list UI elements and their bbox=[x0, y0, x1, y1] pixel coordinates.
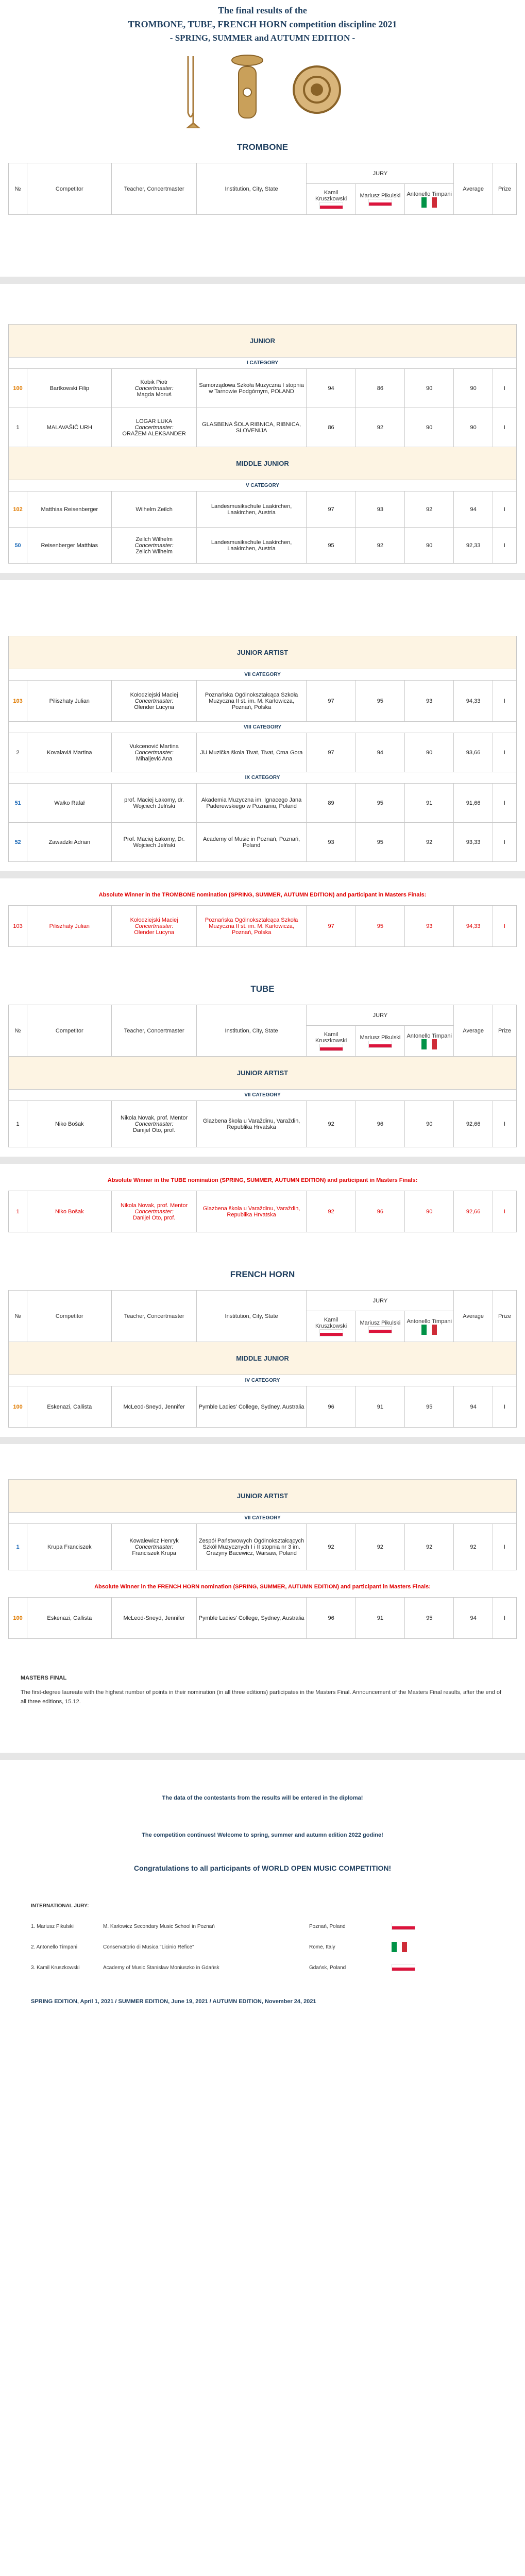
poland-flag-icon bbox=[392, 1923, 415, 1930]
jury-row: 2. Antonello Timpani Conservatorio di Musica "Licinio Refice" Rome, Italy bbox=[31, 1937, 494, 1957]
title-line-2: TROMBONE, TUBE, FRENCH HORN competition discipline 2021 bbox=[128, 19, 397, 29]
subcategory: IX CATEGORY bbox=[9, 772, 517, 784]
separator bbox=[0, 573, 525, 580]
poland-flag-icon bbox=[319, 1329, 343, 1336]
trombone-absolute-table bbox=[8, 905, 517, 947]
table-row: 50 Reisenberger Matthias Zeilch Wilhelm Concertmaster: Zeilch Wilhelm Landesmusikschule Laakirchen, Laakirchen, Austria 95 92 90 92,33 I bbox=[9, 528, 517, 564]
separator bbox=[0, 1437, 525, 1444]
italy-flag-icon bbox=[421, 1325, 437, 1335]
table-row: 100 Eskenazi, Callista McLeod-Sneyd, Jennifer Pymble Ladies' College, Sydney, Australia 96 91 95 94 I bbox=[9, 1386, 517, 1428]
category-band: JUNIOR ARTIST bbox=[9, 636, 517, 669]
col-prize: Prize bbox=[493, 163, 516, 215]
category-band: MIDDLE JUNIOR bbox=[9, 1342, 517, 1375]
table-row: 100 Eskenazi, Callista McLeod-Sneyd, Jennifer Pymble Ladies' College, Sydney, Australia 96 91 95 94 I bbox=[9, 1598, 517, 1639]
continue-note: The competition continues! Welcome to spring, summer and autumn edition 2022 godine! bbox=[142, 1832, 383, 1839]
title-line-1: The final results of the bbox=[218, 5, 307, 15]
separator bbox=[0, 1157, 525, 1164]
absolute-winner-note: Absolute Winner in the TUBE nomination (SPRING, SUMMER, AUTUMN EDITION) and participant in Masters Finals: bbox=[107, 1177, 418, 1183]
col-nr: № bbox=[9, 163, 27, 215]
poland-flag-icon bbox=[368, 1326, 392, 1333]
subcategory: VII CATEGORY bbox=[9, 1513, 517, 1524]
header bbox=[0, 0, 525, 43]
french-horn-icon bbox=[286, 51, 348, 128]
category-band: MIDDLE JUNIOR bbox=[9, 447, 517, 480]
subcategory: VII CATEGORY bbox=[9, 1090, 517, 1101]
col-teacher: Teacher, Concertmaster bbox=[112, 163, 196, 215]
jury-row: 1. Mariusz Pikulski M. Karłowicz Secondary Music School in Poznań Poznań, Poland bbox=[31, 1916, 494, 1937]
separator bbox=[0, 277, 525, 284]
table-row: 102 Matthias Reisenberger Wilhelm Zeilch Landesmusikschule Laakirchen, Laakirchen, Austria 97 93 92 94 I bbox=[9, 492, 517, 528]
italy-flag-icon bbox=[392, 1942, 407, 1952]
poland-flag-icon bbox=[392, 1964, 415, 1971]
poland-flag-icon bbox=[368, 1041, 392, 1048]
footer-dates: SPRING EDITION, April 1, 2021 / SUMMER EDITION, June 19, 2021 / AUTUMN EDITION, November 24, 2021 bbox=[31, 1998, 316, 2005]
subcategory: I CATEGORY bbox=[9, 358, 517, 369]
italy-flag-icon bbox=[421, 1039, 437, 1049]
subcategory: VII CATEGORY bbox=[9, 669, 517, 681]
col-institution: Institution, City, State bbox=[196, 163, 307, 215]
absolute-winner-note: Absolute Winner in the FRENCH HORN nomination (SPRING, SUMMER, AUTUMN EDITION) and participant in Masters Finals: bbox=[94, 1584, 431, 1590]
jury-3: Antonello Timpani bbox=[405, 184, 454, 215]
table-row: 103 Piliszhaty Julian Kołodziejski Maciej Concertmaster: Olender Lucyna Poznańska Ogólnokształcąca Szkoła Muzyczna II st. im. M. Karłowicza, Poznań, Polska 97 95 93 94,33 I bbox=[9, 906, 517, 947]
separator bbox=[0, 1753, 525, 1760]
poland-flag-icon bbox=[319, 202, 343, 209]
poland-flag-icon bbox=[368, 199, 392, 206]
horn-section-title: FRENCH HORN bbox=[230, 1269, 295, 1279]
table-row: 103 Piliszhaty Julian Kołodziejski Maciej Concertmaster: Olender Lucyna Poznańska Ogólnokształcąca Szkoła Muzyczna II st. im. M. Karłowicza, Poznań, Polska 97 95 93 94,33 I bbox=[9, 681, 517, 722]
horn-table: № Competitor Teacher, Concertmaster Institution, City, State JURY Average Prize Kamil Kruszkowski Mariusz Pikulski Antonello Timpani MIDDLE JUNIOR IV CATEGORY 100 Eskenazi, Callista McLeod-Sneyd, Jennifer Pymble Ladies' College, Sydney, Australia 96 91 95 94 I bbox=[8, 1290, 517, 1428]
tuba-icon bbox=[224, 51, 270, 128]
instrument-illustrations bbox=[0, 43, 525, 136]
subcategory: IV CATEGORY bbox=[9, 1375, 517, 1386]
poland-flag-icon bbox=[319, 1044, 343, 1051]
category-band: JUNIOR bbox=[9, 325, 517, 358]
table-row: 51 Wałko Rafał prof. Maciej Łakomy, dr. Wojciech Jelński Akademia Muzyczna im. Ignacego Jana Paderewskiego w Poznaniu, Poland 89 95 91 91,66 I bbox=[9, 784, 517, 823]
international-jury: INTERNATIONAL JURY: 1. Mariusz Pikulski M. Karłowicz Secondary Music School in Poznań Poznań, Poland 2. Antonello Timpani Conservatorio di Musica "Licinio Refice" Rome, Italy 3. Kamil Kruszkowski Academy of Music Stanisław Moniuszko in Gdańsk Gdańsk, Poland bbox=[0, 1903, 525, 1978]
trombone-icon bbox=[178, 51, 209, 128]
masters-final: MASTERS FINAL The first-degree laureate with the highest number of points in their nomination (in all three editions) participates in the Masters Final. Announcement of the Masters Final results, after the end of all three editions, 15.12. bbox=[21, 1675, 502, 1705]
table-row: 1 Krupa Franciszek Kowalewicz Henryk Concertmaster: Franciszek Krupa Zespół Państwowych Ogólnokształcących Szkół Muzycznych I i II stopnia nr 3 im. Grażyny Bacewicz, Warsaw, Poland 92 92 92 92 I bbox=[9, 1524, 517, 1570]
col-competitor: Competitor bbox=[27, 163, 112, 215]
jury-1: Kamil Kruszkowski bbox=[307, 184, 355, 215]
trombone-artist-table bbox=[8, 636, 517, 862]
table-row: 1 Niko Bošak Nikola Novak, prof. Mentor Concertmaster: Danijel Oto, prof. Glazbena škola u Varaždinu, Varaždin, Republika Hrvatska 92 96 90 92,66 I bbox=[9, 1101, 517, 1147]
category-band: JUNIOR ARTIST bbox=[9, 1480, 517, 1513]
italy-flag-icon bbox=[421, 197, 437, 208]
table-row: 100 Bartkowski Filip Kobik Piotr Concertmaster: Magda Moruś Samorządowa Szkoła Muzyczna I stopnia w Tarnowie Podgórnym, POLAND 94 86 90 90 I bbox=[9, 369, 517, 408]
separator bbox=[0, 871, 525, 878]
table-row: 52 Zawadzki Adrian Prof. Maciej Łakomy, Dr. Wojciech Jelński Academy of Music in Poznań, Poznań, Poland 93 95 92 93,33 I bbox=[9, 823, 517, 862]
table-row: 1 Niko Bošak Nikola Novak, prof. Mentor Concertmaster: Danijel Oto, prof. Glazbena škola u Varaždinu, Varaždin, Republika Hrvatska 92 96 90 92,66 I bbox=[9, 1191, 517, 1232]
congrats-note: Congratulations to all participants of WORLD OPEN MUSIC COMPETITION! bbox=[133, 1864, 392, 1873]
tube-absolute-table bbox=[8, 1191, 517, 1232]
subcategory: VIII CATEGORY bbox=[9, 722, 517, 733]
horn-absolute-table bbox=[8, 1597, 517, 1639]
category-band: JUNIOR ARTIST bbox=[9, 1057, 517, 1090]
trombone-section-title: TROMBONE bbox=[236, 142, 289, 152]
subcategory: V CATEGORY bbox=[9, 480, 517, 492]
trombone-junior-table bbox=[8, 324, 517, 564]
table-row: 1 MALAVAŠIČ URH LOGAR LUKA Concertmaster: ORAŽEM ALEKSANDER GLASBENA ŠOLA RIBNICA, RIBNICA, SLOVENIJA 86 92 90 90 I bbox=[9, 408, 517, 447]
tube-table: № Competitor Teacher, Concertmaster Institution, City, State JURY Average Prize Kamil Kruszkowski Mariusz Pikulski Antonello Timpani JUNIOR ARTIST VII CATEGORY 1 Niko Bošak Nikola Novak, prof. Mentor Concertmaster: Danijel Oto, prof. Glazbena škola u Varaždinu, Varaždin, Republika Hrvatska 92 96 90 92,66 I bbox=[8, 1005, 517, 1147]
absolute-winner-note: Absolute Winner in the TROMBONE nomination (SPRING, SUMMER, AUTUMN EDITION) and participant in Masters Finals: bbox=[98, 892, 427, 898]
tube-section-title: TUBE bbox=[250, 984, 275, 994]
horn-artist-table bbox=[8, 1479, 517, 1570]
jury-row: 3. Kamil Kruszkowski Academy of Music Stanisław Moniuszko in Gdańsk Gdańsk, Poland bbox=[31, 1957, 494, 1978]
table-row: 2 Kovalaviá Martina Vukcenović Martina Concertmaster: Mihaljević Ana JU Muzička škola Tivat, Tivat, Crna Gora 97 94 90 93,66 I bbox=[9, 733, 517, 772]
col-average: Average bbox=[454, 163, 493, 215]
jury-2: Mariusz Pikulski bbox=[355, 184, 404, 215]
trombone-header-table bbox=[8, 163, 517, 215]
title-line-3: - SPRING, SUMMER and AUTUMN EDITION - bbox=[170, 33, 355, 43]
col-jury: JURY bbox=[307, 163, 454, 184]
diploma-note: The data of the contestants from the results will be entered in the diploma! bbox=[162, 1795, 363, 1802]
